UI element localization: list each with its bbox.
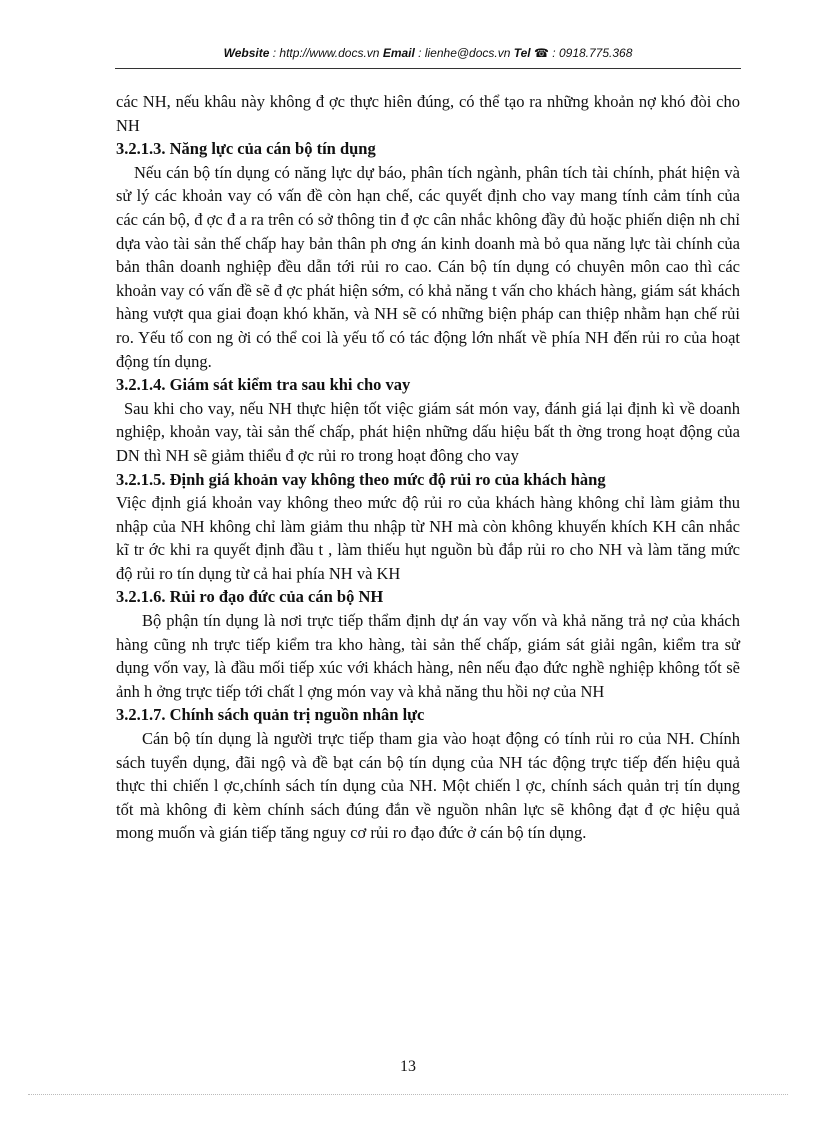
email-label: Email <box>382 46 415 60</box>
paragraph-staff-capability: Nếu cán bộ tín dụng có năng lực dự báo, phân tích ngành, phân tích tài chính, phát hiện và sử lý các khoản vay có vấn đề còn hạn chế, các quyết định cho vay mang tính cảm tính của các cán bộ, đ ợc đ a ra trên có sở thông tin đ ợc cân nhắc không đầy đủ hoặc phiến diện nh chỉ dựa vào tài sản thế chấp hay bản thân ph ơng án kinh doanh mà bỏ qua năng lực tài chính của bản thân doanh nghiệp đều dẫn tới rủi ro cao. Cán bộ tín dụng có chuyên môn cao thì các khoản vay có vấn đề sẽ đ ợc phát hiện sớm, có khả năng t vấn cho khách hàng, giám sát khách hàng vượt qua giai đoạn khó khăn, và NH sẽ có những biện pháp can thiệp nhằm hạn chế rủi ro. Yếu tố con ng ời có thể coi là yếu tố có tác động lớn nhất về phía NH đến rủi ro của hoạt động tín dụng. <box>116 162 740 371</box>
bottom-divider <box>28 1094 788 1095</box>
heading-3-2-1-3: 3.2.1.3. Năng lực của cán bộ tín dụng <box>116 139 376 159</box>
paragraph-loan-pricing: Việc định giá khoản vay không theo mức độ rủi ro của khách hàng không chỉ làm giảm thu nhập của NH không chỉ làm giảm thu nhập từ NH mà còn không khuyến khích KH cân nhắc kĩ tr ớc khi ra quyết định đầu t , làm thiếu hụt nguồn bù đắp rủi ro cho NH và làm tăng mức độ rủi ro tín dụng từ cả hai phía NH và KH <box>116 493 740 583</box>
email-value: : lienhe@docs.vn <box>418 46 511 60</box>
website-label: Website <box>223 46 270 60</box>
phone-icon: ☎ <box>534 46 549 60</box>
paragraph-intro: các NH, nếu khâu này không đ ợc thực hiên đúng, có thể tạo ra những khoản nợ khó đòi cho NH <box>116 92 740 135</box>
page-number: 13 <box>400 1058 416 1075</box>
paragraph-monitoring: Sau khi cho vay, nếu NH thực hiện tốt việc giám sát món vay, đánh giá lại định kì về doanh nghiệp, khoản vay, tài sản thế chấp, phát hiện những dấu hiệu bất th ờng trong hoạt động của DN thì NH sẽ giảm thiểu đ ợc rủi ro trong hoạt đông cho vay <box>116 398 740 465</box>
paragraph-moral-risk: Bộ phận tín dụng là nơi trực tiếp thẩm định dự án vay vốn và khả năng trả nợ của khách hàng cũng nh trực tiếp kiểm tra kho hàng, tài sản thế chấp, giám sát giải ngân, kiểm tra sử dụng vốn vay, là đầu mối tiếp xúc với khách hàng, nên nếu đạo đức nghề nghiệp không tốt sẽ ảnh h ởng trực tiếp tới chất l ợng món vay và khả năng thu hồi nợ của NH <box>116 611 740 701</box>
heading-3-2-1-7: 3.2.1.7. Chính sách quản trị nguồn nhân lực <box>116 705 425 725</box>
website-value: : http://www.docs.vn <box>272 46 380 60</box>
paragraph-hr-policy: Cán bộ tín dụng là người trực tiếp tham gia vào hoạt động có tính rủi ro của NH. Chính sách tuyển dụng, đãi ngộ và đề bạt cán bộ tín dụng của NH tác động trực tiếp đến hiệu quả thực thi chiến l ợc,chính sách tín dụng của NH. Một chiến l ợc, chính sách quản trị tín dụng tốt mà không đi kèm chính sách đúng đắn về nguồn nhân lực sẽ không đạt đ ợc hiệu quả mong muốn và gián tiếp tăng nguy cơ rủi ro đạo đức ở cán bộ tín dụng. <box>116 729 740 843</box>
tel-label: Tel <box>513 46 531 60</box>
document-body <box>116 90 740 845</box>
heading-3-2-1-5: 3.2.1.5. Định giá khoản vay không theo mức độ rủi ro của khách hàng <box>116 469 606 489</box>
heading-3-2-1-4: 3.2.1.4. Giám sát kiểm tra sau khi cho vay <box>116 375 411 395</box>
page-header <box>115 46 741 69</box>
tel-value: : 0918.775.368 <box>552 46 633 60</box>
heading-3-2-1-6: 3.2.1.6. Rủi ro đạo đức của cán bộ NH <box>116 587 384 607</box>
